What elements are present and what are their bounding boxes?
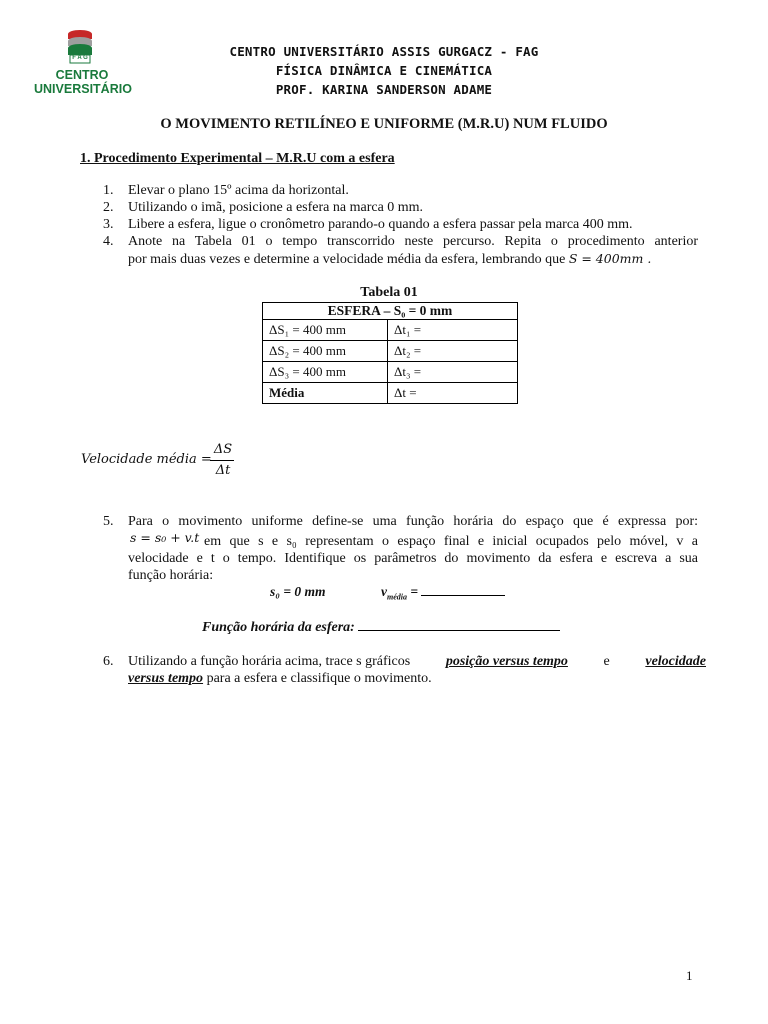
initial-position: s₀ = 0 mm: [270, 584, 326, 599]
section-heading: 1. Procedimento Experimental – M.R.U com a esfera: [80, 151, 395, 166]
table-row: [263, 341, 518, 362]
step6-term2a: velocidade: [645, 654, 706, 669]
table-cell: ΔS₃ = 400 mm: [263, 362, 388, 383]
table-header: ESFERA – S₀ = 0 mm: [263, 303, 518, 320]
step-text: velocidade e t o tempo. Identifique os parâmetros do movimento da esfera e escreva a sua: [128, 551, 698, 566]
step-text: Elevar o plano 15º acima da horizontal.: [128, 183, 349, 198]
vmedia-blank[interactable]: [421, 595, 505, 596]
vmedia-subscript: média: [387, 592, 407, 602]
step-number: 6.: [103, 654, 114, 669]
velocity-numerator: ΔS: [213, 442, 233, 457]
step-text: Utilizando o imã, posicione a esfera na marca 0 mm.: [128, 200, 424, 215]
step-text: [128, 654, 706, 670]
table-cell: Δt =: [388, 383, 518, 404]
velocity-label: Velocidade média =: [81, 452, 212, 467]
position-formula: s = s₀ + v.t: [130, 530, 200, 545]
funcao-blank[interactable]: [358, 630, 560, 631]
distance-formula: S = 400mm .: [568, 251, 652, 266]
step-number: 4.: [103, 234, 114, 249]
table-caption: Tabela 01: [360, 285, 418, 300]
logo-bottom-text: UNIVERSITÁRIO: [34, 82, 132, 96]
table-cell: Δt₁ =: [388, 320, 518, 341]
page-number: 1: [686, 968, 693, 983]
header-line-3: PROF. KARINA SANDERSON ADAME: [275, 82, 493, 97]
step6-post: para a esfera e classifique o movimento.: [206, 671, 432, 686]
logo-top-text: CENTRO: [55, 68, 109, 82]
table-row: [263, 362, 518, 383]
vmedia-symbol: v: [381, 584, 387, 599]
step-text: Libere a esfera, ligue o cronômetro parando-o quando a esfera passar pela marca 400 mm.: [128, 217, 633, 232]
table-cell: Média: [263, 383, 388, 404]
header-line-2: FÍSICA DINÂMICA E CINEMÁTICA: [275, 63, 493, 78]
logo-mark: F A G: [72, 55, 88, 61]
table-row: [263, 320, 518, 341]
step-text: [128, 251, 651, 268]
average-velocity-field: [381, 584, 505, 602]
step6-term2b: versus tempo: [128, 671, 204, 686]
step6-mid: e: [603, 654, 610, 669]
step-text: Para o movimento uniforme define-se uma função horária do espaço que é expressa por:: [128, 514, 698, 529]
funcao-horaria: [202, 620, 560, 636]
table-cell: ΔS₂ = 400 mm: [263, 341, 388, 362]
step-text: [128, 671, 432, 687]
step-text: Anote na Tabela 01 o tempo transcorrido neste percurso. Repita o procedimento anterior: [128, 234, 698, 249]
vmedia-equals: =: [410, 584, 419, 599]
step-text-line2: por mais duas vezes e determine a velocidade média da esfera, lembrando que: [128, 252, 566, 267]
header-line-1: CENTRO UNIVERSITÁRIO ASSIS GURGACZ - FAG: [229, 44, 539, 59]
step-number: 1.: [103, 183, 114, 198]
funcao-label: Função horária da esfera:: [202, 620, 355, 635]
data-table: [262, 302, 518, 404]
step-number: 3.: [103, 217, 114, 232]
fraction-bar: [210, 460, 234, 461]
step-text: em que s e s₀ representam o espaço final e inicial ocupados pelo móvel, v a: [204, 534, 698, 549]
table-row: [263, 383, 518, 404]
table-cell: Δt₂ =: [388, 341, 518, 362]
table-cell: ΔS₁ = 400 mm: [263, 320, 388, 341]
velocity-denominator: Δt: [215, 463, 231, 478]
step-text: função horária:: [128, 568, 214, 583]
table-cell: Δt₃ =: [388, 362, 518, 383]
step-number: 5.: [103, 514, 114, 529]
step6-term1: posição versus tempo: [445, 654, 568, 669]
page-title: O MOVIMENTO RETILÍNEO E UNIFORME (M.R.U) NUM FLUIDO: [160, 116, 608, 132]
step6-pre: Utilizando a função horária acima, trace s gráficos: [128, 654, 411, 669]
step-number: 2.: [103, 200, 114, 215]
